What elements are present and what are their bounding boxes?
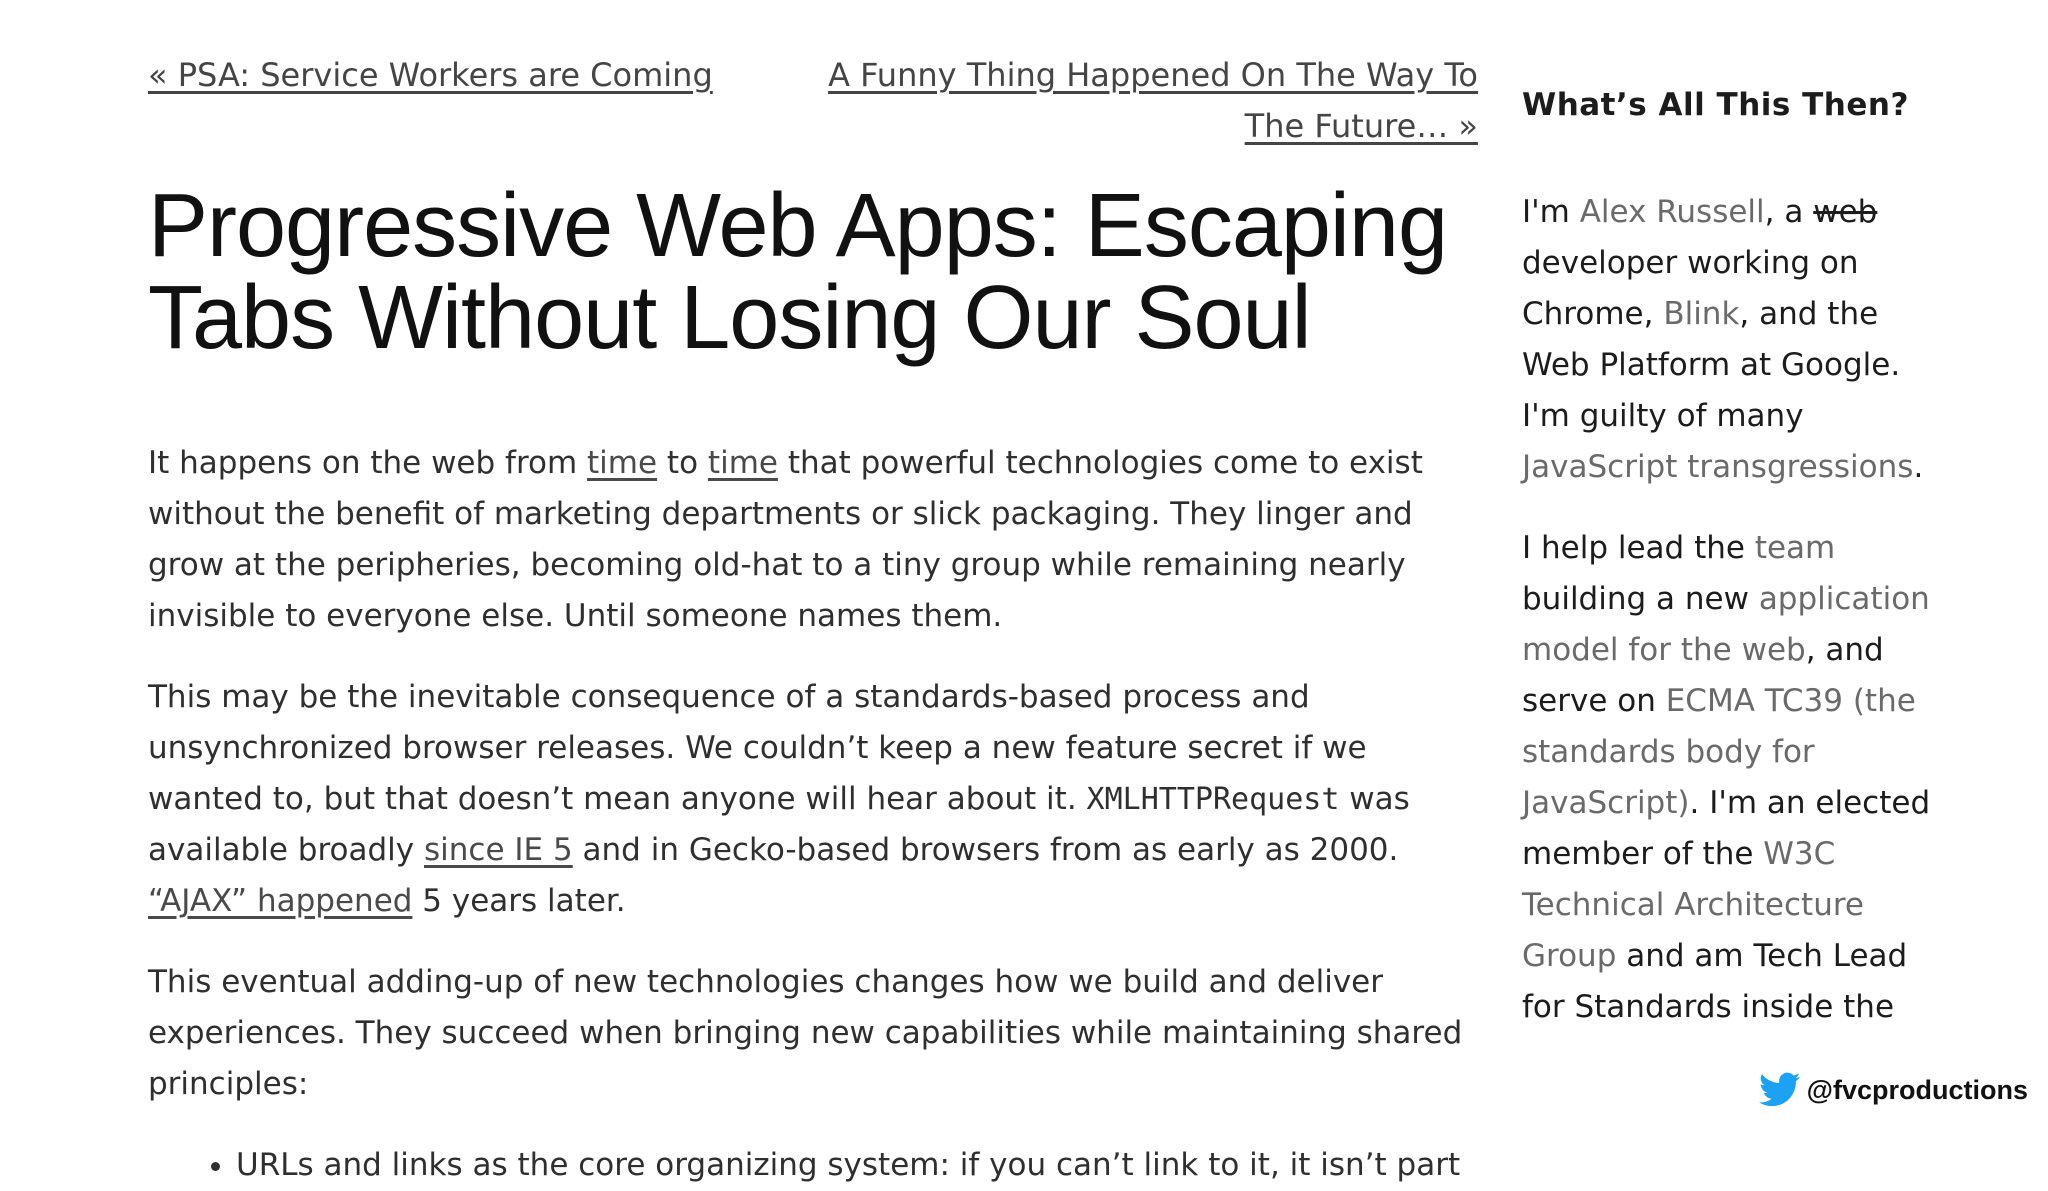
list-item: • URLs and links as the core organizing system: if you can’t link to it, it isn’t part	[236, 1140, 1478, 1191]
alex-russell-link[interactable]: Alex Russell	[1579, 194, 1765, 230]
previous-post-link[interactable]: « PSA: Service Workers are Coming	[148, 56, 713, 94]
text: 5 years later.	[412, 883, 626, 919]
text: and in Gecko-based browsers from as early as 2000.	[572, 832, 1399, 868]
sidebar-bio-2	[1522, 523, 1952, 1033]
article-body	[148, 438, 1478, 1191]
time-link-1[interactable]: time	[587, 445, 658, 481]
paragraph-1	[148, 438, 1478, 642]
struck-word: web	[1813, 194, 1878, 230]
text: building a new	[1522, 581, 1759, 617]
next-post-link[interactable]: A Funny Thing Happened On The Way To The Future… »	[828, 56, 1478, 145]
team-link[interactable]: team	[1754, 530, 1836, 566]
sidebar	[1522, 80, 1952, 1063]
text: . I'm an elected member of the	[1522, 785, 1931, 872]
paragraph-3: This eventual adding-up of new technologies changes how we build and deliver experiences. They succeed when bringing new capabilities while maintaining shared principles:	[148, 964, 1463, 1102]
text: was available broadly	[148, 781, 1410, 868]
paragraph-2	[148, 672, 1478, 927]
w3c-tag-link[interactable]: W3C Technical Architecture Group	[1522, 836, 1864, 974]
time-link-2[interactable]: time	[707, 445, 778, 481]
watermark-handle: @fvcproductions	[1806, 1074, 2028, 1105]
text: that powerful technologies come to exist without the benefit of marketing departments or slick packaging. They linger and grow at the peripheries, becoming old-hat to a tiny group while remaining nearly invisible to everyone else. Until someone names them.	[148, 445, 1423, 634]
text: This may be the inevitable consequence of a standards-based process and unsynchronized browser releases. We couldn’t keep a new feature secret if we wanted to, but that doesn’t mean anyone will hear about it.	[148, 679, 1367, 817]
watermark	[1759, 1072, 2028, 1108]
text: , and the Web Platform at Google. I'm guilty of many	[1522, 296, 1901, 434]
since-ie5-link[interactable]: since IE 5	[423, 832, 573, 868]
ajax-happened-link[interactable]: “AJAX” happened	[148, 883, 413, 919]
text: I'm	[1522, 194, 1580, 230]
text: .	[1913, 449, 1924, 485]
javascript-transgressions-link[interactable]: JavaScript transgressions	[1522, 449, 1914, 485]
application-model-link[interactable]: application model for the web	[1522, 581, 1930, 668]
principles-list	[148, 1140, 1478, 1191]
twitter-bird-icon	[1759, 1072, 1801, 1108]
sidebar-bio-1	[1522, 187, 1952, 493]
text: and am Tech Lead for Standards inside the	[1522, 938, 1908, 1025]
text: I help lead the	[1522, 530, 1755, 566]
text: , a	[1764, 194, 1814, 230]
article-title: Progressive Web Apps: Escaping Tabs Without Losing Our Soul	[148, 176, 1448, 368]
article-column	[148, 40, 1478, 1191]
text: developer working on Chrome,	[1522, 245, 1859, 332]
text: to	[657, 445, 708, 481]
code-xmlhttprequest: XMLHTTPRequest	[1086, 782, 1340, 817]
blink-link[interactable]: Blink	[1663, 296, 1740, 332]
text: , and serve on	[1522, 632, 1884, 719]
text: It happens on the web from	[148, 445, 588, 481]
ecma-tc39-link[interactable]: ECMA TC39 (the standards body for JavaScript)	[1522, 683, 1916, 821]
sidebar-heading: What’s All This Then?	[1522, 87, 1909, 123]
post-navigation	[148, 40, 1478, 150]
